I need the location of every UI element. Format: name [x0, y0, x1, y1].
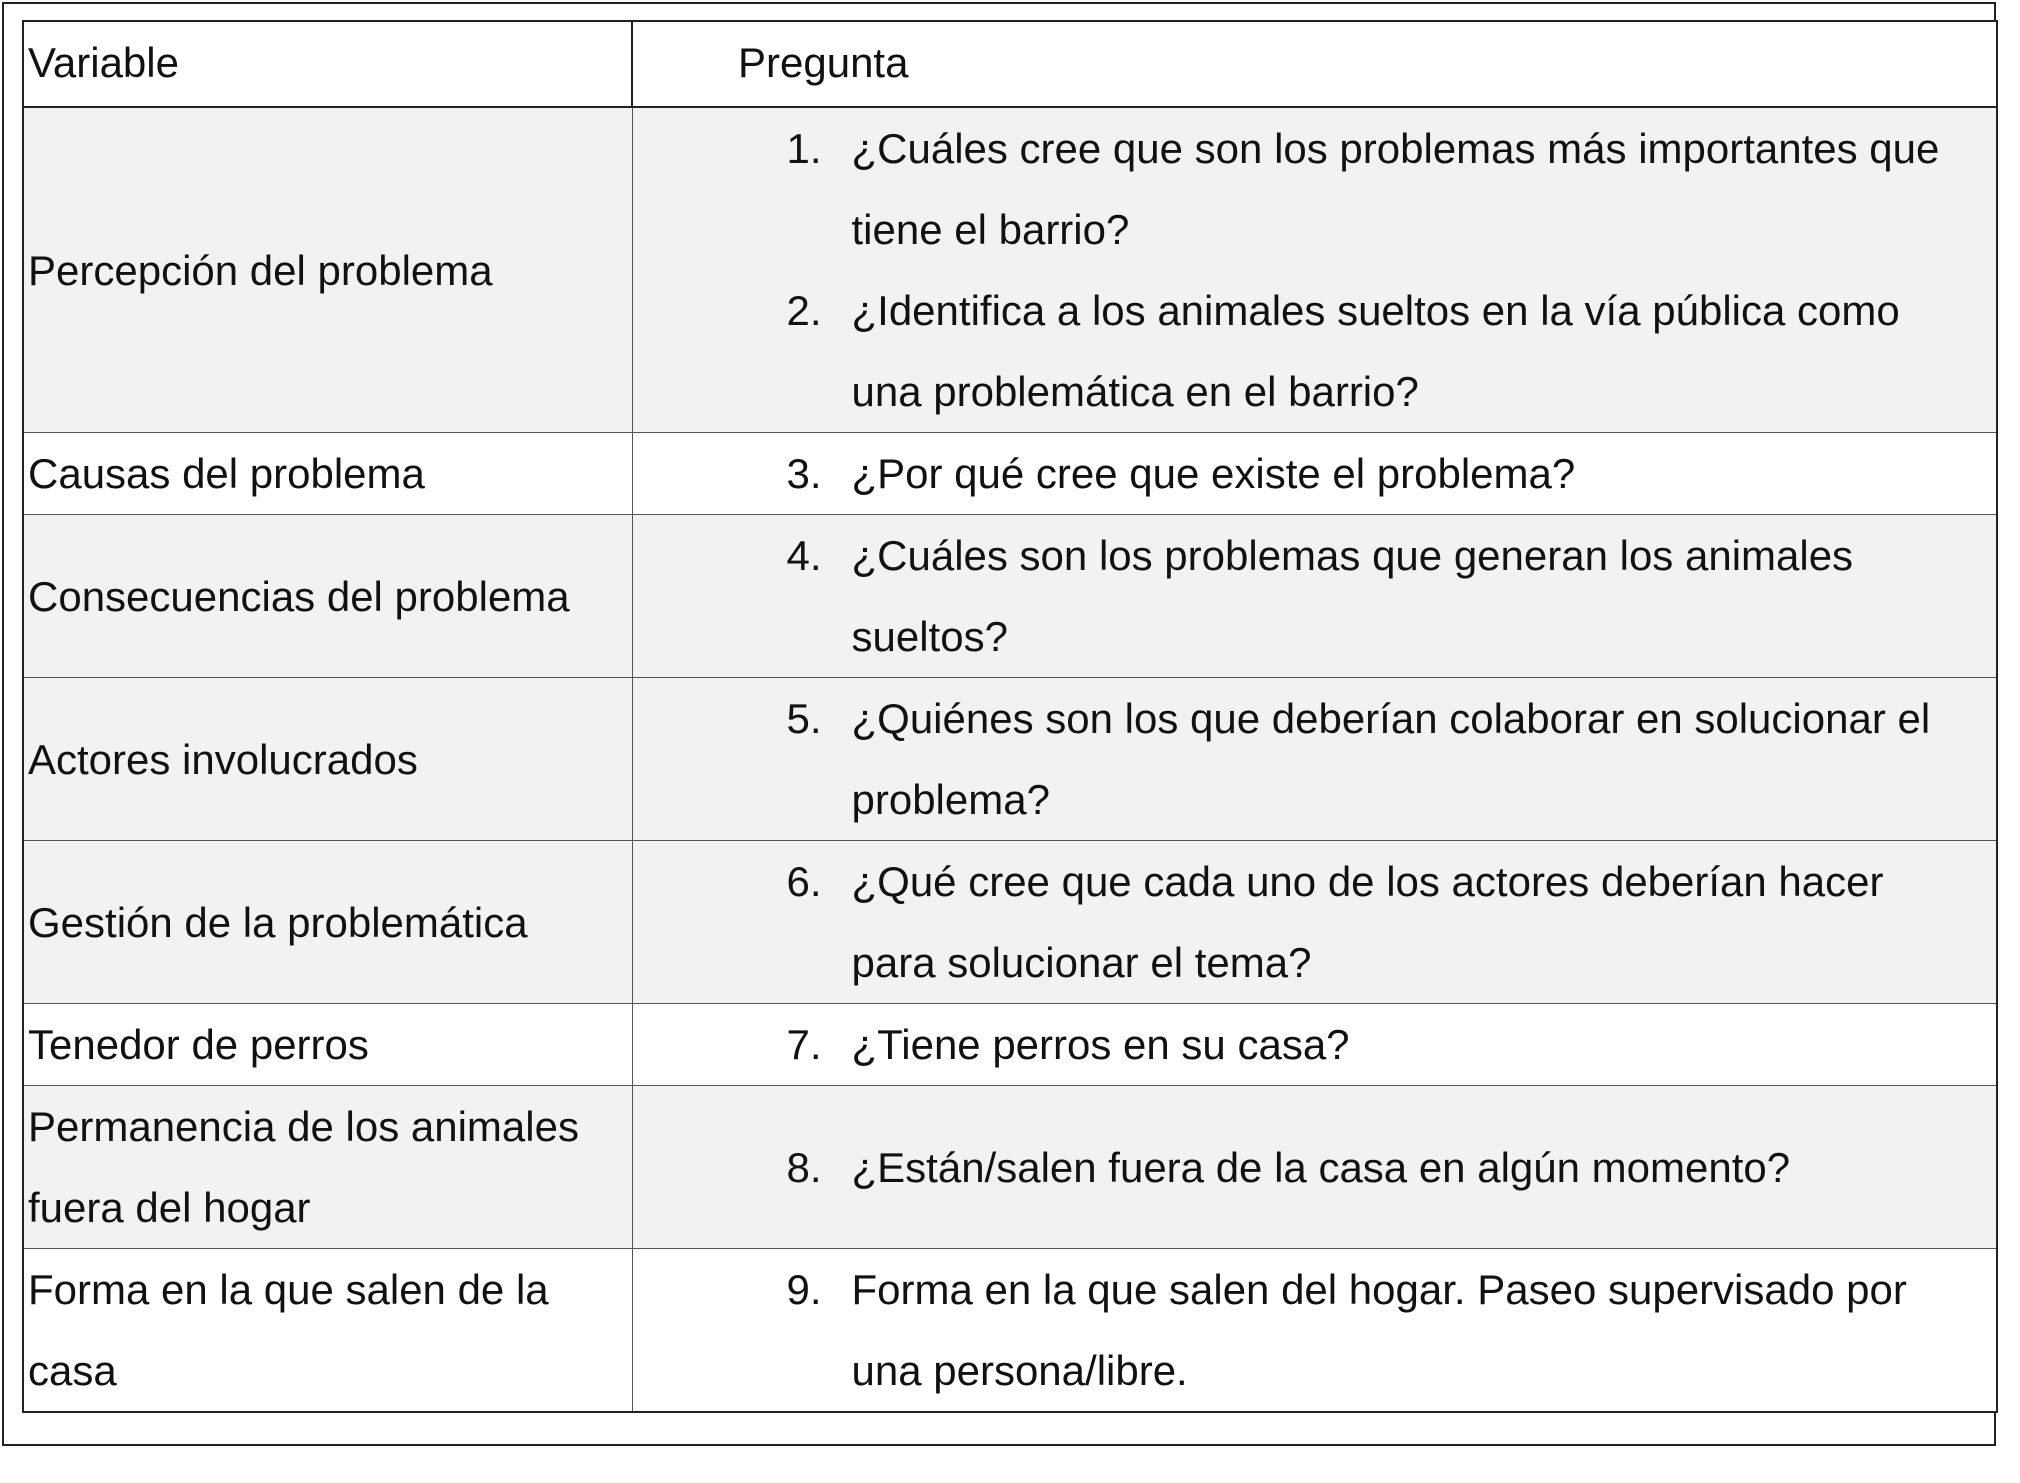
- variable-label: Consecuencias del problema: [28, 572, 570, 620]
- variable-cell: [23, 515, 632, 678]
- variable-label: Actores involucrados: [28, 735, 418, 783]
- variable-label: Permanencia de los animales fuera del hogar: [28, 1103, 579, 1231]
- question-item: [633, 433, 1977, 514]
- variable-cell: [23, 1004, 632, 1086]
- question-item: [633, 1249, 1977, 1411]
- question-number: 1.: [786, 125, 822, 172]
- table-row: [23, 107, 1997, 433]
- question-item: [633, 1004, 1977, 1085]
- question-text: ¿Tiene perros en su casa?: [851, 1021, 1350, 1068]
- variable-label: Forma en la que salen de la casa: [28, 1266, 549, 1394]
- table-row: [23, 515, 1997, 678]
- survey-variables-table: [22, 20, 1998, 1413]
- question-item: [633, 841, 1977, 1003]
- question-text: ¿Están/salen fuera de la casa en algún momento?: [851, 1143, 1791, 1191]
- table-row: [23, 1249, 1997, 1413]
- question-text: ¿Cuáles cree que son los problemas más importantes que tiene el barrio?: [851, 125, 1940, 253]
- question-item: [633, 1127, 1977, 1208]
- header-question: Pregunta: [632, 21, 1997, 107]
- question-number: 6.: [786, 858, 822, 905]
- question-cell: [632, 841, 1997, 1004]
- question-text: ¿Qué cree que cada uno de los actores deberían hacer para solucionar el tema?: [851, 858, 1884, 986]
- question-cell: [632, 515, 1997, 678]
- variable-label: Percepción del problema: [28, 246, 493, 294]
- question-number: 4.: [786, 532, 822, 579]
- question-number: 7.: [786, 1021, 822, 1068]
- question-cell: [632, 107, 1997, 433]
- table-row: [23, 433, 1997, 515]
- variable-label: Causas del problema: [28, 450, 425, 497]
- variable-cell: [23, 107, 632, 433]
- table-row: [23, 678, 1997, 841]
- question-number: 5.: [786, 695, 822, 742]
- question-cell: [632, 1004, 1997, 1086]
- table-header-row: [23, 21, 1997, 107]
- question-cell: [632, 1249, 1997, 1413]
- variable-label: Gestión de la problemática: [28, 898, 528, 946]
- variable-cell: [23, 433, 632, 515]
- question-cell: [632, 433, 1997, 515]
- question-text: ¿Quiénes son los que deberían colaborar en solucionar el problema?: [851, 695, 1931, 823]
- variable-cell: [23, 1249, 632, 1413]
- variable-label: Tenedor de perros: [28, 1021, 369, 1068]
- question-number: 8.: [786, 1143, 822, 1191]
- question-text: ¿Por qué cree que existe el problema?: [851, 450, 1576, 497]
- question-item: [633, 515, 1977, 677]
- question-number: 2.: [786, 287, 822, 334]
- question-cell: [632, 1086, 1997, 1249]
- header-variable: Variable: [23, 21, 632, 107]
- question-item: [633, 108, 1977, 270]
- variable-cell: [23, 841, 632, 1004]
- question-number: 9.: [786, 1266, 822, 1313]
- question-text: ¿Cuáles son los problemas que generan los animales sueltos?: [851, 532, 1854, 660]
- table-row: [23, 841, 1997, 1004]
- question-item: [633, 678, 1977, 840]
- question-cell: [632, 678, 1997, 841]
- table-row: [23, 1086, 1997, 1249]
- variable-cell: [23, 678, 632, 841]
- question-text: Forma en la que salen del hogar. Paseo supervisado por una persona/libre.: [851, 1266, 1907, 1394]
- question-text: ¿Identifica a los animales sueltos en la vía pública como una problemática en el barrio?: [851, 287, 1900, 415]
- question-number: 3.: [786, 450, 822, 497]
- table-row: [23, 1004, 1997, 1086]
- question-item: [633, 270, 1977, 432]
- variable-cell: [23, 1086, 632, 1249]
